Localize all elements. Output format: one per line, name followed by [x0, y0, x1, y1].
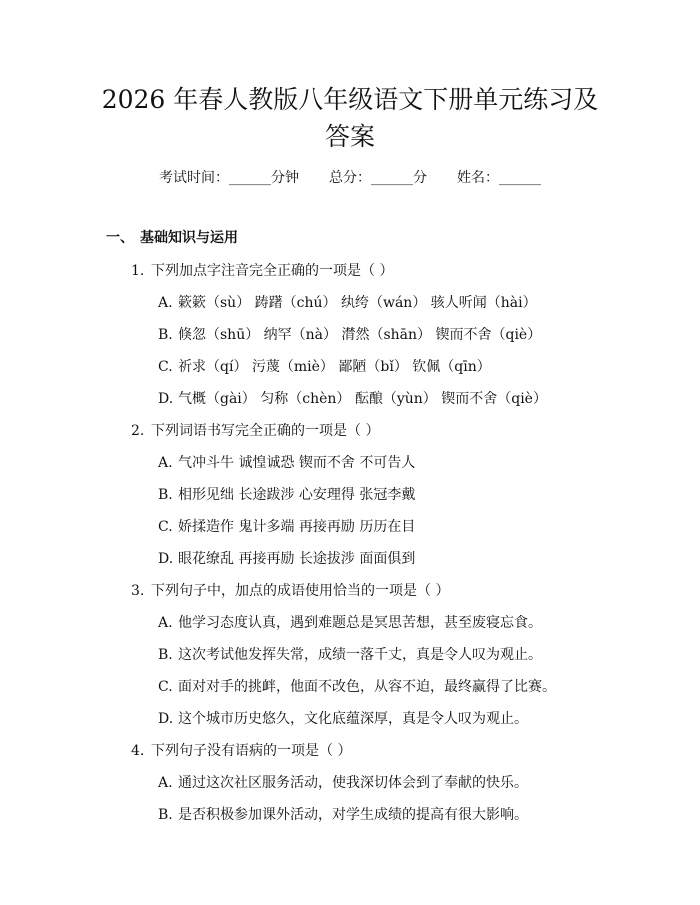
option-letter: B. [158, 487, 173, 503]
question-text: 下列加点字注音完全正确的一项是（ ） [151, 263, 394, 279]
option-text: 气冲斗牛 诚惶诚恐 锲而不舍 不可告人 [178, 455, 416, 471]
option-text: 面对对手的挑衅，他面不改色，从容不迫，最终赢得了比赛。 [178, 679, 556, 695]
option-letter: B. [158, 647, 173, 663]
option-letter: C. [158, 679, 173, 695]
option-text: 祈求（qí） 污蔑（miè） 鄙陋（bǐ） 钦佩（qīn） [178, 359, 491, 375]
question-text: 下列句子中，加点的成语使用恰当的一项是（ ） [151, 583, 450, 599]
question-text: 下列句子没有语病的一项是（ ） [151, 743, 352, 759]
section-heading [106, 229, 238, 247]
option-letter: D. [158, 551, 174, 567]
option-letter: C. [158, 519, 173, 535]
option-letter: A. [158, 775, 173, 791]
question-2-option-c [158, 518, 415, 536]
question-number: 1. [131, 263, 145, 279]
option-text: 气概（gài） 匀称（chèn） 酝酿（yùn） 锲而不舍（qiè） [178, 391, 547, 407]
question-1-option-a [158, 294, 537, 312]
option-letter: C. [158, 359, 173, 375]
option-text: 倏忽（shū） 纳罕（nà） 潸然（shān） 锲而不舍（qiè） [178, 327, 542, 343]
option-text: 他学习态度认真，遇到难题总是冥思苦想，甚至废寝忘食。 [178, 615, 542, 631]
question-1 [131, 262, 393, 280]
question-1-option-b [158, 326, 541, 344]
option-letter: A. [158, 615, 173, 631]
option-text: 相形见绌 长途跋涉 心安理得 张冠李戴 [178, 487, 416, 503]
question-3-option-b [158, 646, 542, 664]
name-label: 姓名：______ [457, 170, 541, 186]
document-title-line1: 2026 年春人教版八年级语文下册单元练习及 [101, 85, 599, 114]
exam-time-label: 考试时间：______分钟 [159, 170, 299, 186]
option-text: 这次考试他发挥失常，成绩一落千丈，真是令人叹为观止。 [178, 647, 542, 663]
question-1-option-c [158, 358, 491, 376]
section-title: 基础知识与运用 [140, 230, 238, 246]
option-text: 眼花缭乱 再接再励 长途拔涉 面面俱到 [178, 551, 416, 567]
question-number: 4. [131, 743, 145, 759]
option-letter: D. [158, 711, 174, 727]
exam-info-row [0, 169, 700, 187]
question-3-option-a [158, 614, 542, 632]
question-3-option-d [158, 710, 528, 728]
question-number: 2. [131, 423, 145, 439]
option-letter: B. [158, 807, 173, 823]
question-4-option-a [158, 774, 528, 792]
option-text: 这个城市历史悠久，文化底蕴深厚，真是令人叹为观止。 [178, 711, 528, 727]
option-text: 娇揉造作 鬼计多端 再接再励 历历在目 [178, 519, 416, 535]
question-4-option-b [158, 806, 528, 824]
option-letter: A. [158, 455, 173, 471]
question-2-option-b [158, 486, 415, 504]
option-letter: B. [158, 327, 173, 343]
option-text: 是否积极参加课外活动，对学生成绩的提高有很大影响。 [178, 807, 528, 823]
question-3-option-c [158, 678, 556, 696]
question-2-option-d [158, 550, 415, 568]
option-letter: D. [158, 391, 174, 407]
question-3 [131, 582, 449, 600]
question-text: 下列词语书写完全正确的一项是（ ） [151, 423, 380, 439]
option-text: 通过这次社区服务活动，使我深切体会到了奉献的快乐。 [178, 775, 528, 791]
option-letter: A. [158, 295, 173, 311]
question-1-option-d [158, 390, 547, 408]
document-title-line2: 答案 [324, 122, 375, 151]
section-number: 一、 [106, 230, 134, 246]
question-2-option-a [158, 454, 415, 472]
question-4 [131, 742, 351, 760]
option-text: 簌簌（sù） 踌躇（chú） 纨绔（wán） 骇人听闻（hài） [178, 295, 537, 311]
total-score-label: 总分：______分 [329, 170, 427, 186]
question-2 [131, 422, 379, 440]
question-number: 3. [131, 583, 145, 599]
